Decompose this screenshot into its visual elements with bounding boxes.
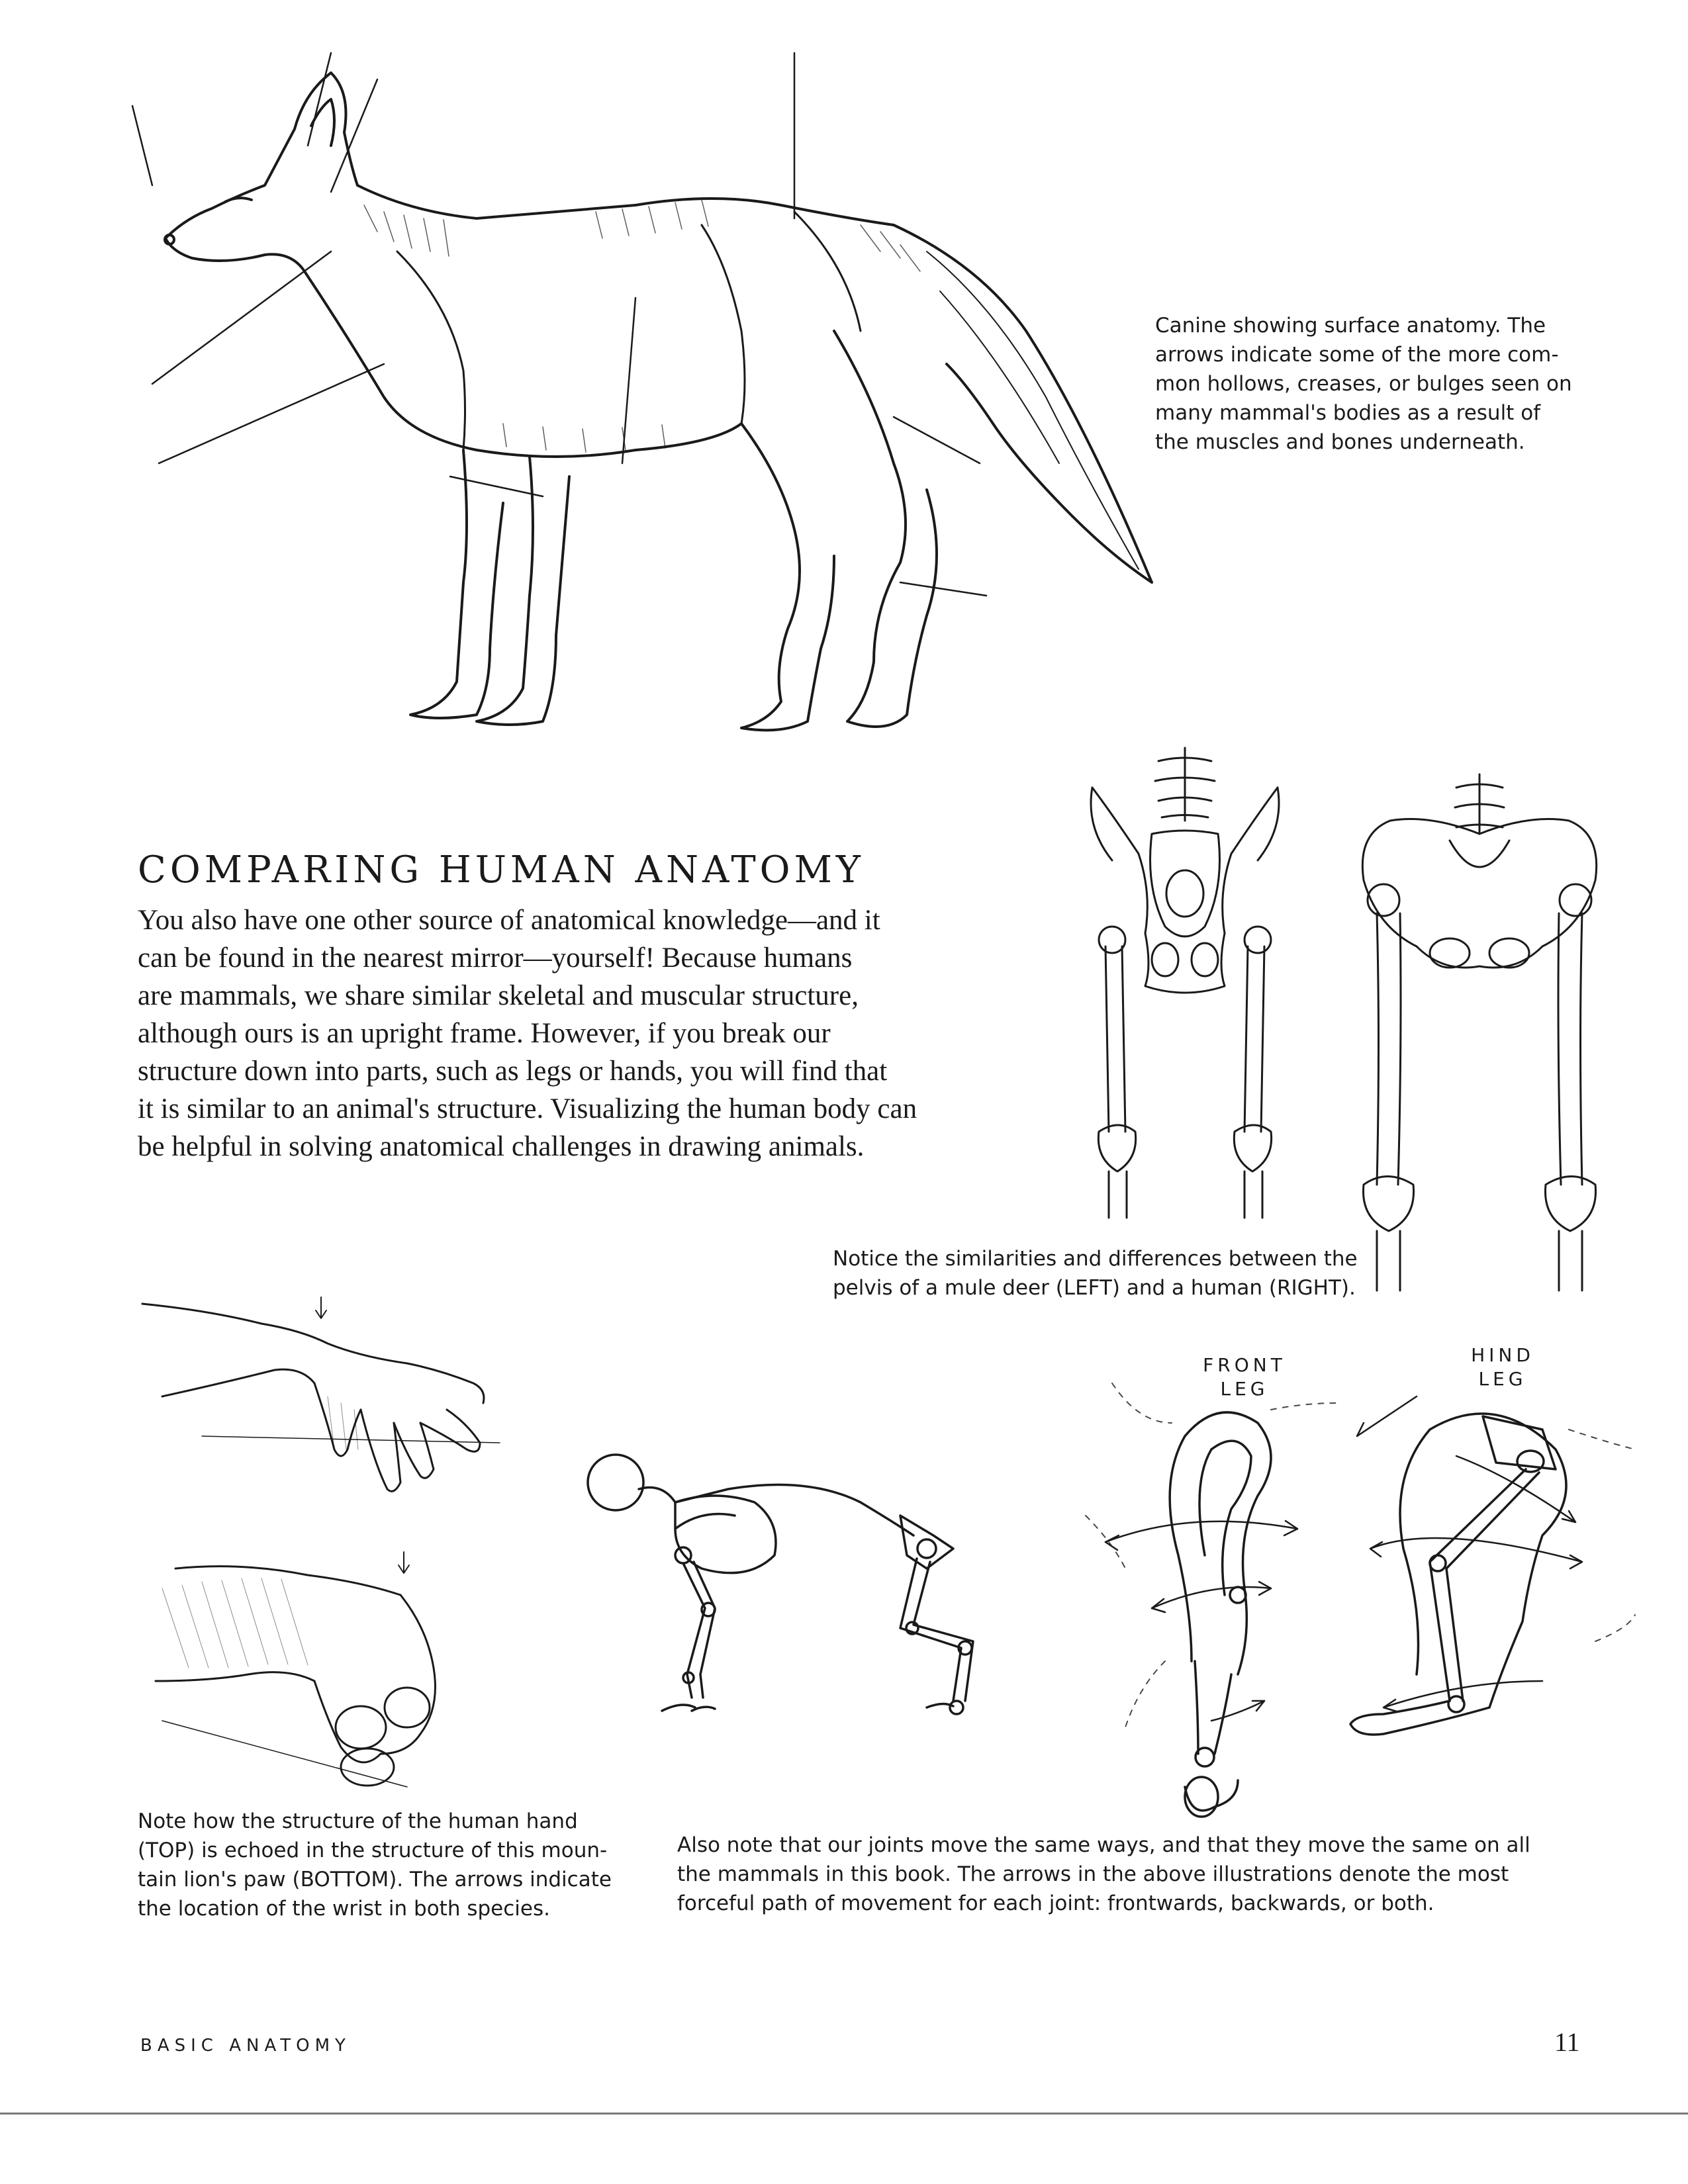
- body-line: be helpful in solving anatomical challenges in drawing animals.: [138, 1131, 865, 1162]
- skull-circle: [588, 1455, 643, 1510]
- body-line: structure down into parts, such as legs or hands, you will find that: [138, 1056, 888, 1087]
- canine-illustration: [132, 53, 1165, 754]
- page-number: 11: [1554, 2027, 1580, 2057]
- caption-line: the muscles and bones underneath.: [1155, 430, 1525, 454]
- page-edge-rule: [0, 2113, 1688, 2115]
- section-heading: COMPARING HUMAN ANATOMY: [138, 848, 865, 891]
- hand-caption: [138, 1807, 641, 1923]
- caption-line: Canine showing surface anatomy. The: [1155, 314, 1546, 338]
- caption-line: the location of the wrist in both species.: [138, 1897, 550, 1921]
- caption-line: the mammals in this book. The arrows in the above illustrations denote the most: [677, 1862, 1509, 1886]
- pelvis-caption: [833, 1244, 1429, 1302]
- caption-line: (TOP) is echoed in the structure of this moun-: [138, 1839, 608, 1862]
- caption-line: arrows indicate some of the more com-: [1155, 343, 1559, 367]
- caption-line: pelvis of a mule deer (LEFT) and a human (RIGHT).: [833, 1276, 1356, 1300]
- body-line: You also have one other source of anatomical knowledge—and it: [138, 905, 880, 936]
- hind-leg-label: [1436, 1343, 1569, 1391]
- quadruped-skeleton-diagram: [583, 1449, 1072, 1747]
- running-footer: BASIC ANATOMY: [140, 2036, 351, 2056]
- caption-line: Also note that our joints move the same ways, and that they move the same on all: [677, 1833, 1530, 1857]
- human-hand-illustration: [142, 1291, 500, 1509]
- caption-line: Note how the structure of the human hand: [138, 1809, 578, 1833]
- hind-leg-joint-diagram: [1344, 1390, 1662, 1760]
- body-line: although ours is an upright frame. However, if you break our: [138, 1018, 831, 1049]
- caption-line: tain lion's paw (BOTTOM). The arrows indicate: [138, 1868, 612, 1891]
- front-leg-joint-diagram: [1086, 1383, 1337, 1833]
- body-line: it is similar to an animal's structure. Visualizing the human body can: [138, 1093, 917, 1124]
- deer-pelvis-illustration: [1072, 748, 1297, 1224]
- joints-caption: [677, 1831, 1604, 1918]
- label-line: HIND: [1471, 1344, 1534, 1366]
- label-line: FRONT: [1203, 1354, 1286, 1376]
- caption-line: mon hollows, creases, or bulges seen on: [1155, 372, 1572, 396]
- body-line: are mammals, we share similar skeletal and muscular structure,: [138, 980, 859, 1011]
- body-line: can be found in the nearest mirror—yourself! Because humans: [138, 942, 853, 974]
- label-line: LEG: [1220, 1378, 1269, 1400]
- canine-caption: [1155, 311, 1632, 457]
- section-body: [138, 901, 1078, 1165]
- mountain-lion-paw-illustration: [142, 1549, 487, 1800]
- label-line: LEG: [1478, 1368, 1527, 1390]
- human-pelvis-illustration: [1350, 774, 1609, 1291]
- caption-line: forceful path of movement for each joint: frontwards, backwards, or both.: [677, 1891, 1434, 1915]
- caption-line: many mammal's bodies as a result of: [1155, 401, 1541, 425]
- caption-line: Notice the similarities and differences between the: [833, 1247, 1358, 1271]
